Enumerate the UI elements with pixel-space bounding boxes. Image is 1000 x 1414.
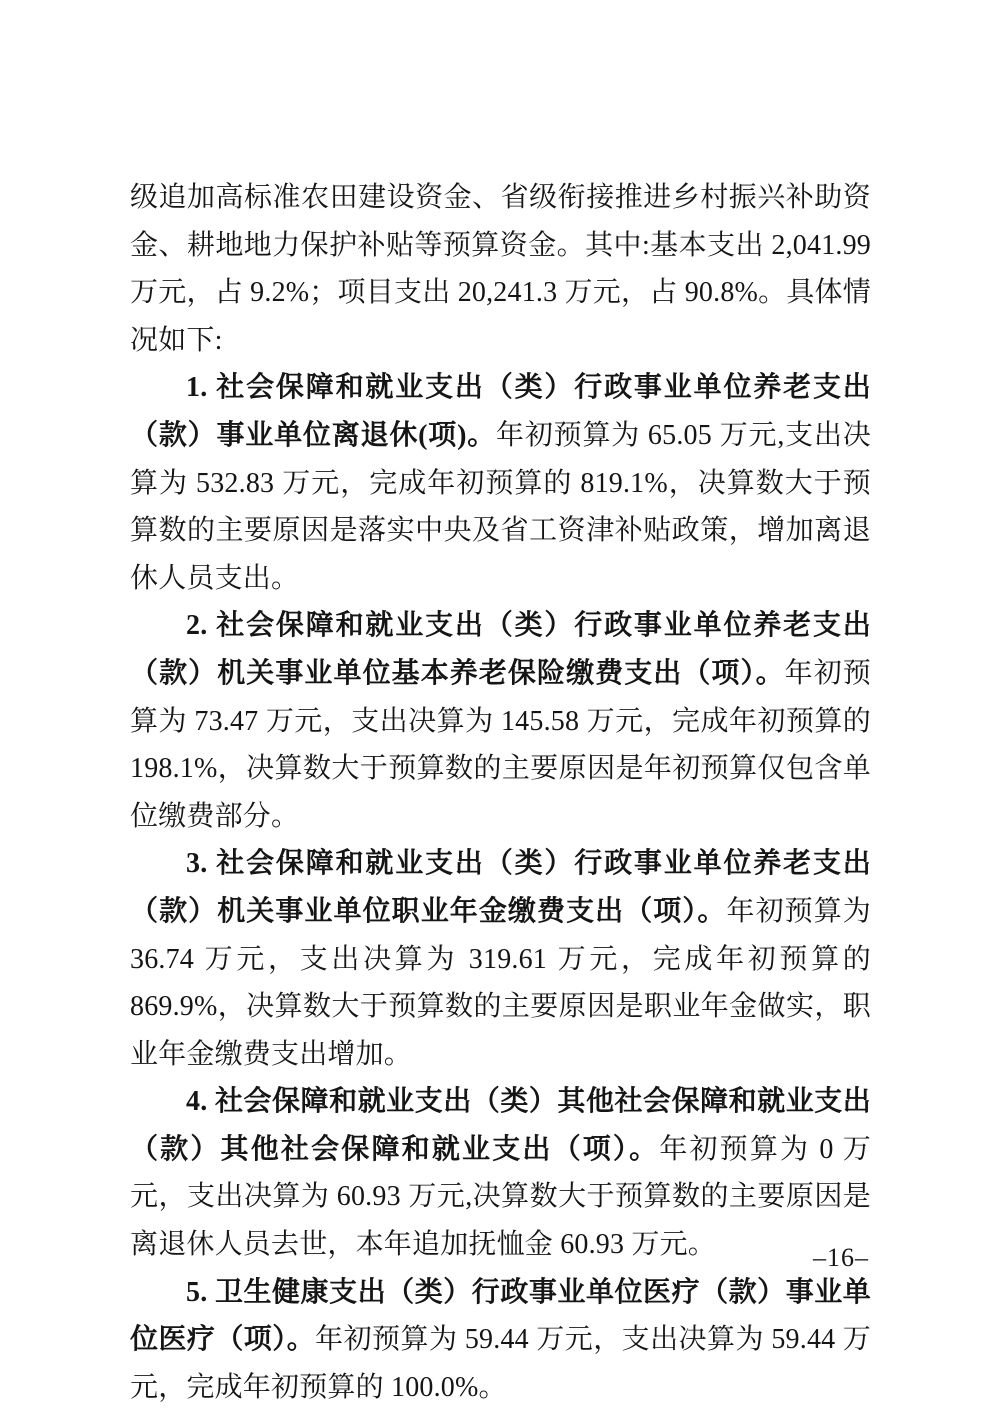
budget-item-4-body: 年初预算为 0 万元，支出决算为 60.93 万元,决算数大于预算数的主要原因是离退休人员去世，本年追加抚恤金 60.93 万元。	[130, 1133, 871, 1261]
intro-paragraph-text: 级追加高标准农田建设资金、省级衔接推进乡村振兴补助资金、耕地地力保护补贴等预算资金。其中:基本支出 2,041.99 万元，占 9.2%；项目支出 20,241.3 万元，占 90.8%。具体情况如下:	[130, 182, 871, 356]
budget-item-3	[130, 840, 871, 1078]
intro-paragraph	[130, 174, 871, 364]
budget-item-3-body: 年初预算为 36.74 万元，支出决算为 319.61 万元，完成年初预算的 869.9%，决算数大于预算数的主要原因是职业年金做实，职业年金缴费支出增加。	[130, 895, 871, 1070]
budget-item-5-heading: 5. 卫生健康支出（类）行政事业单位医疗（款）事业单位医疗（项）。	[130, 1276, 871, 1356]
budget-item-2-body: 年初预算为 73.47 万元，支出决算为 145.58 万元，完成年初预算的 198.1%，决算数大于预算数的主要原因是年初预算仅包含单位缴费部分。	[130, 657, 871, 832]
budget-item-5-body: 年初预算为 59.44 万元，支出决算为 59.44 万元，完成年初预算的 100.0%。	[130, 1324, 871, 1403]
budget-item-5	[130, 1269, 871, 1412]
budget-item-2-heading: 2. 社会保障和就业支出（类）行政事业单位养老支出（款）机关事业单位基本养老保险缴费支出（项）。	[130, 610, 871, 689]
budget-item-3-heading: 3. 社会保障和就业支出（类）行政事业单位养老支出（款）机关事业单位职业年金缴费支出（项）。	[130, 848, 871, 927]
budget-item-2	[130, 602, 871, 840]
budget-item-1-heading: 1. 社会保障和就业支出（类）行政事业单位养老支出（款）事业单位离退休(项)。	[130, 372, 871, 451]
budget-item-1-body: 年初预算为 65.05 万元,支出决算为 532.83 万元，完成年初预算的 819.1%，决算数大于预算数的主要原因是落实中央及省工资津补贴政策，增加离退休人员支出。	[130, 419, 872, 594]
page-number: –16–	[813, 1243, 869, 1272]
document-body	[130, 174, 871, 1411]
budget-item-4-heading: 4. 社会保障和就业支出（类）其他社会保障和就业支出（款）其他社会保障和就业支出（项）。	[130, 1086, 871, 1165]
budget-item-4	[130, 1078, 871, 1268]
budget-item-1	[130, 364, 871, 602]
